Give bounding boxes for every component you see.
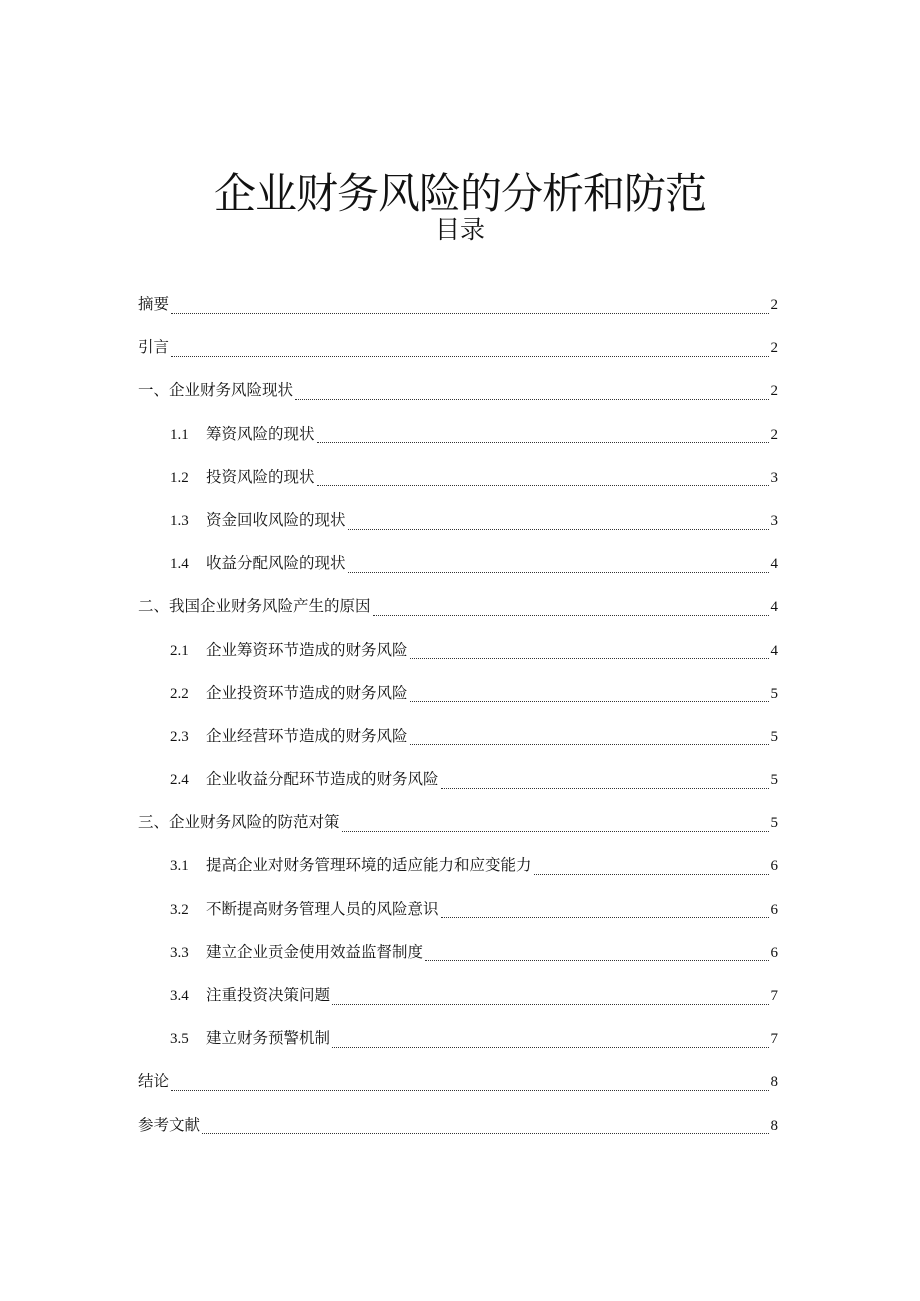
toc-page-number: 5 — [770, 815, 778, 832]
toc-page-number: 6 — [770, 944, 778, 961]
toc-entry-label: 三、企业财务风险的防范对策 — [138, 813, 340, 832]
toc-section-number: 2.4 — [170, 772, 189, 789]
dot-leader — [534, 873, 769, 875]
toc-entry-label: 注重投资决策问题 — [206, 986, 331, 1004]
toc-entry-section-2-3[interactable] — [138, 715, 778, 758]
toc-section-number: 3.3 — [170, 944, 189, 961]
toc-page-number: 4 — [770, 642, 778, 659]
toc-section-number: 1.1 — [170, 426, 189, 443]
toc-page-number: 5 — [770, 728, 778, 745]
toc-entry-chapter-3[interactable] — [138, 801, 778, 844]
toc-page-number: 3 — [770, 512, 778, 529]
dot-leader — [441, 787, 769, 789]
toc-entry-section-3-1[interactable] — [138, 844, 778, 887]
toc-section-number: 1.4 — [170, 556, 189, 573]
toc-entry-label: 投资风险的现状 — [206, 467, 315, 486]
toc-entry-section-3-5[interactable] — [138, 1017, 778, 1060]
dot-leader — [332, 1046, 768, 1048]
toc-entry-label: 企业筹资环节造成的财务风险 — [206, 640, 408, 659]
toc-entry-label: 筹资风险的现状 — [206, 424, 315, 443]
dot-leader — [410, 700, 769, 702]
dot-leader — [171, 1089, 768, 1091]
toc-entry-section-3-2[interactable] — [138, 888, 778, 931]
dot-leader — [373, 614, 769, 616]
dot-leader — [441, 916, 769, 918]
toc-section-number: 3.4 — [170, 988, 189, 1004]
toc-page-number: 7 — [770, 988, 778, 1004]
toc-page-number: 6 — [770, 901, 778, 918]
dot-leader — [171, 312, 768, 314]
toc-page-number: 2 — [770, 340, 778, 357]
toc-entry-label: 建立企业贡金使用效益监督制度 — [206, 942, 424, 961]
dot-leader — [202, 1132, 768, 1134]
dot-leader — [348, 571, 769, 573]
toc-entry-section-2-1[interactable] — [138, 629, 778, 672]
dot-leader — [348, 528, 769, 530]
toc-section-number: 2.3 — [170, 728, 189, 745]
toc-entry-label: 二、我国企业财务风险产生的原因 — [138, 597, 371, 616]
toc-entry-label: 建立财务预警机制 — [206, 1029, 331, 1048]
toc-entry-label: 收益分配风险的现状 — [206, 554, 346, 573]
toc-entry-section-1-2[interactable] — [138, 456, 778, 499]
toc-page-number: 6 — [770, 858, 778, 875]
table-of-contents — [138, 283, 778, 1147]
toc-page-number: 2 — [770, 297, 778, 313]
toc-entry-section-3-4[interactable] — [138, 974, 778, 1017]
dot-leader — [425, 959, 768, 961]
toc-entry-chapter-2[interactable] — [138, 585, 778, 628]
dot-leader — [342, 830, 769, 832]
toc-page-number: 5 — [770, 685, 778, 702]
toc-entry-label: 提高企业对财务管理环境的适应能力和应变能力 — [206, 856, 532, 875]
toc-entry-label: 企业投资环节造成的财务风险 — [206, 683, 408, 702]
toc-page-number: 8 — [770, 1117, 778, 1134]
toc-page-number: 3 — [770, 469, 778, 486]
dot-leader — [295, 398, 768, 400]
toc-section-number: 1.2 — [170, 469, 189, 486]
toc-section-number: 2.1 — [170, 642, 189, 659]
toc-section-number: 3.5 — [170, 1031, 189, 1048]
dot-leader — [410, 743, 769, 745]
toc-page-number: 8 — [770, 1074, 778, 1091]
toc-entry-conclusion[interactable] — [138, 1060, 778, 1103]
toc-page-number: 4 — [770, 599, 778, 616]
toc-entry-label: 结论 — [138, 1072, 170, 1091]
toc-entry-label: 资金回收风险的现状 — [206, 510, 346, 529]
toc-section-number: 1.3 — [170, 512, 189, 529]
toc-page-number: 5 — [770, 772, 778, 789]
dot-leader — [317, 441, 769, 443]
toc-entry-label: 企业经营环节造成的财务风险 — [206, 726, 408, 745]
toc-section-number: 2.2 — [170, 685, 189, 702]
toc-entry-label: 不断提高财务管理人员的风险意识 — [206, 899, 439, 918]
toc-entry-label: 企业收益分配环节造成的财务风险 — [206, 770, 439, 789]
toc-entry-section-1-3[interactable] — [138, 499, 778, 542]
toc-entry-label: 摘要 — [138, 295, 170, 313]
toc-entry-section-2-2[interactable] — [138, 672, 778, 715]
document-title: 企业财务风险的分析和防范 — [213, 169, 706, 219]
toc-entry-section-1-1[interactable] — [138, 413, 778, 456]
toc-entry-introduction[interactable] — [138, 326, 778, 369]
dot-leader — [317, 484, 769, 486]
dot-leader — [332, 1003, 768, 1005]
toc-page-number: 2 — [770, 383, 778, 400]
toc-heading: 目录 — [434, 215, 485, 244]
toc-page-number: 2 — [770, 426, 778, 443]
toc-entry-label: 参考文献 — [138, 1115, 201, 1134]
toc-entry-section-2-4[interactable] — [138, 758, 778, 801]
toc-entry-references[interactable] — [138, 1104, 778, 1147]
toc-section-number: 3.2 — [170, 901, 189, 918]
toc-section-number: 3.1 — [170, 858, 189, 875]
dot-leader — [171, 355, 768, 357]
dot-leader — [410, 657, 769, 659]
toc-entry-section-1-4[interactable] — [138, 542, 778, 585]
toc-entry-chapter-1[interactable] — [138, 369, 778, 412]
toc-page-number: 7 — [770, 1031, 778, 1048]
toc-entry-abstract[interactable] — [138, 283, 778, 326]
toc-entry-section-3-3[interactable] — [138, 931, 778, 974]
toc-entry-label: 引言 — [138, 338, 170, 357]
toc-entry-label: 一、企业财务风险现状 — [138, 381, 294, 400]
toc-page-number: 4 — [770, 556, 778, 573]
